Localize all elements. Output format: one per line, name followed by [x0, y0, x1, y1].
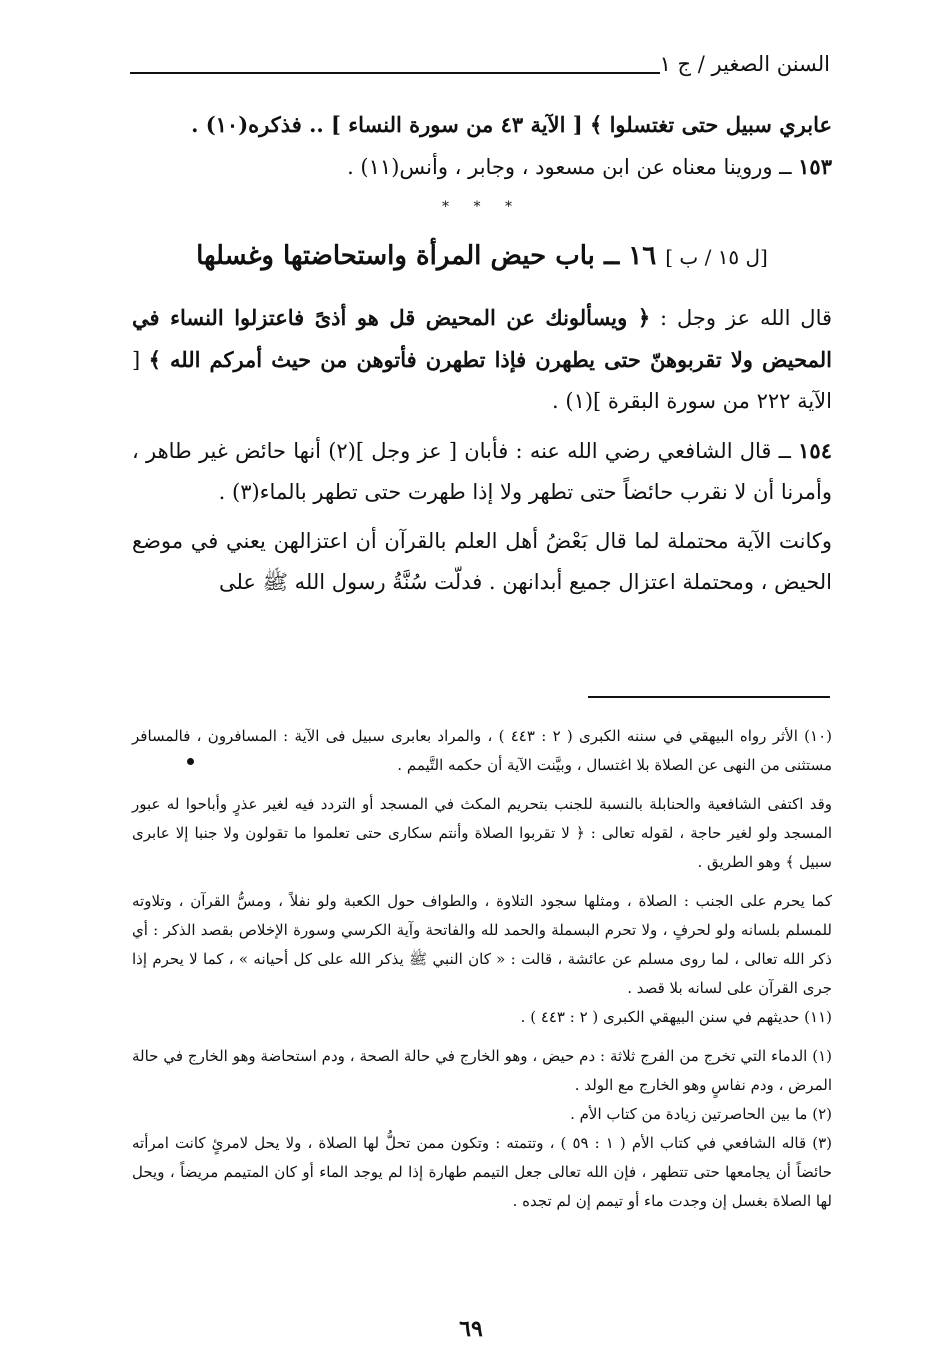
- hadith-text: ــ وروينا معناه عن ابن مسعود ، وجابر ، وأنس(١١) .: [347, 155, 799, 179]
- section-separator: * * *: [442, 199, 522, 215]
- manuscript-reference: [ل ١٥ / ب ]: [665, 245, 768, 269]
- hadith-number: ١٥٤: [798, 438, 832, 463]
- paragraph-continuation: [132, 104, 832, 146]
- footnote-1: (١) الدماء التي تخرج من الفرج ثلاثة : دم حيض ، وهو الخارج في حالة الصحة ، ودم استحاضة وهو الخارج في حالة المرض ، ودم نفاسٍ وهو الخارج مع الولد .: [132, 1047, 832, 1094]
- commentary-paragraph: وكانت الآية محتملة لما قال بَعْضُ أهل العلم بالقرآن أن اعتزالهن يعني في موضع الحيض ، ومحتملة اعتزال جميع أبدانهن . فدلّت سُنَّةُ رسول الله ﷺ على: [132, 529, 832, 594]
- hadith-number: ١٥٣: [798, 154, 832, 179]
- footnote-10-cont2: كما يحرم على الجنب : الصلاة ، ومثلها سجود التلاوة ، والطواف حول الكعبة ولو نفلاً ، ومسُّ القرآن ، وتلاوته للمسلم بلسانه ولو لحرفٍ ، ولا تحرم البسملة والحمد لله والفاتحة وآية الكرسي وسورة الإخلاص بقصد الذكر : أي ذكر الله تعالى ، لما روى مسلم عن عائشة ، قالت : « كان النبي ﷺ يذكر الله على كل أحيانه » ، كما لا يحرم إذا جرى القرآن على لسانه بلا قصد .: [132, 892, 832, 997]
- chapter-title: ١٦ ــ باب حيض المرأة واستحاضتها وغسلها: [196, 241, 657, 271]
- page-number: ٦٩: [459, 1316, 483, 1342]
- header-title: السنن الصغير / ج ١: [659, 52, 830, 76]
- header-rule: [130, 72, 660, 74]
- footnote-rule: [588, 696, 830, 698]
- hadith-text: ــ قال الشافعي رضي الله عنه : فأبان [ عز وجل ](٢) أنها حائض غير طاهر ، وأمرنا أن لا نقرب حائضاً حتى تطهر ولا إذا طهرت حتى تطهر بالماء(٣) .: [132, 439, 832, 504]
- quran-quote-paragraph: [132, 297, 832, 422]
- quote-intro: قال الله عز وجل :: [650, 306, 833, 330]
- verse-reference: [ الآية ٢٢٢ من سورة البقرة ](١) .: [132, 348, 832, 413]
- running-header: [130, 52, 830, 86]
- footnote-10: (١٠) الأثر رواه البيهقي في سننه الكبرى ( ٢ : ٤٤٣ ) ، والمراد بعابرى سبيل فى الآية : المسافرون ، فالمسافر مستثنى من النهى عن الصلاة بلا اغتسال ، وبيَّنت الآية أن حكمه التَّيمم .: [132, 727, 833, 774]
- hadith-153: [132, 146, 832, 188]
- footnotes: [132, 722, 832, 1216]
- footnote-11: (١١) حديثهم في سنن البيهقي الكبرى ( ٢ : ٤٤٣ ) .: [520, 1008, 832, 1026]
- section-heading: [132, 230, 832, 283]
- footnote-3: (٣) قاله الشافعي في كتاب الأم ( ١ : ٥٩ ) ، وتتمته : وتكون ممن تحلُّ لها الصلاة ، ولا يحل لامرئٍ كانت امرأته حائضاً أن يجامعها حتى تتطهر ، فإن الله تعالى جعل التيمم طهارة إذا لم يوجد الماء أو كان المتيمم مريضاً ، ويحل لها الصلاة بغسل إن وجدت ماء أو تيمم إن لم تجده .: [132, 1134, 832, 1210]
- hadith-154: [132, 430, 832, 513]
- quran-verse: ﴿ ويسألونك عن المحيض قل هو أذىً فاعتزلوا النساء في المحيض ولا تقربوهنّ حتى يطهرن فإذا تطهرن فأتوهن من حيث أمركم الله ﴾: [132, 305, 832, 372]
- verse-fragment: عابري سبيل حتى تغتسلوا ﴾ [ الآية ٤٣ من سورة النساء ] .. فذكره(١٠) .: [191, 112, 832, 137]
- main-text: [132, 104, 832, 603]
- footnote-10-cont: وقد اكتفى الشافعية والحنابلة بالنسبة للجنب بتحريم المكث في المسجد أو التردد فيه لغير عذرٍ وأباحوا له عبور المسجد ولو لغير حاجة ، لقوله تعالى : ﴿ لا تقربوا الصلاة وأنتم سكارى حتى تعلموا ما تقولون ولا جنبا إلا عابرى سبيل ﴾ وهو الطريق .: [132, 795, 832, 871]
- footnote-2: (٢) ما بين الحاصرتين زيادة من كتاب الأم .: [570, 1105, 832, 1123]
